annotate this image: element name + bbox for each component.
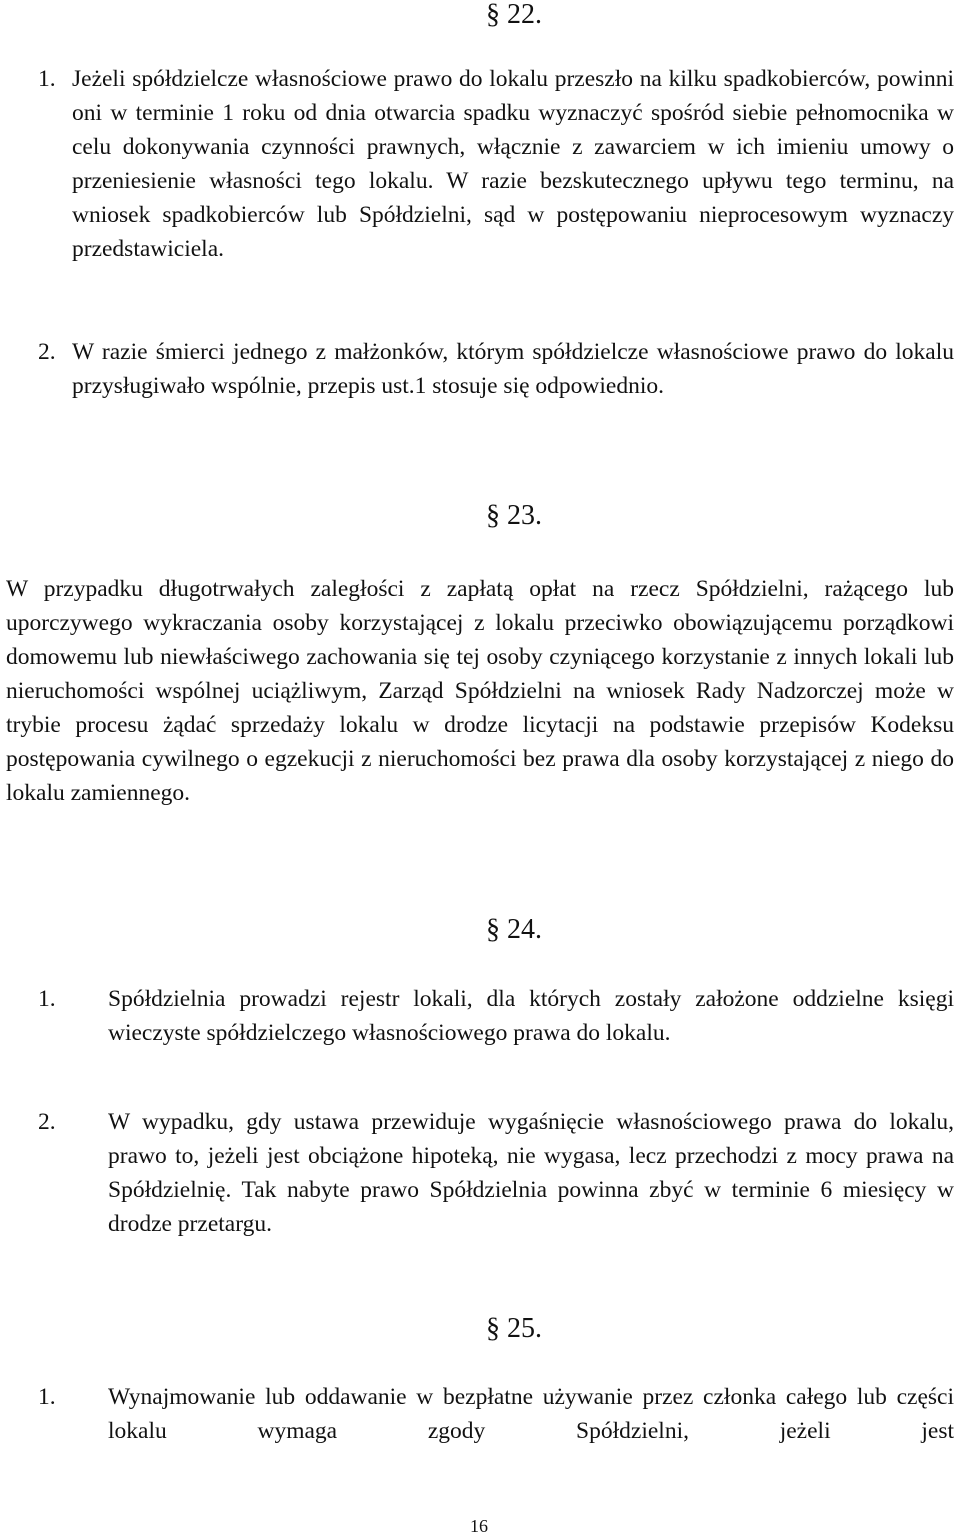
section-22-item-2-text: W razie śmierci jednego z małżonków, którym spółdzielcze własnościowe prawo do lokalu przysługiwało wspólnie, przepis ust.1 stosuje się odpowiednio. [72, 339, 954, 399]
page-number: 16 [470, 1516, 488, 1536]
section-24-item-1-text: Spółdzielnia prowadzi rejestr lokali, dla których zostały założone oddzielne księgi wieczyste spółdzielczego własnościowego prawa do lokalu. [108, 986, 954, 1046]
section-22-item-1-number: 1. [38, 66, 56, 92]
section-22-item-2-number: 2. [38, 339, 56, 365]
section-24-item-1-number: 1. [38, 986, 56, 1012]
section-25-item-1-text: Wynajmowanie lub oddawanie w bezpłatne używanie przez członka całego lub części lokalu wymaga zgody Spółdzielni, jeżeli jest [108, 1384, 954, 1444]
section-25-item-1-number: 1. [38, 1384, 56, 1410]
section-22-heading: § 22. [486, 0, 542, 30]
section-25-heading: § 25. [486, 1313, 542, 1344]
section-22-item-1-text: Jeżeli spółdzielcze własnościowe prawo do lokalu przeszło na kilku spadkobierców, powinni oni w terminie 1 roku od dnia otwarcia spadku wyznaczyć spośród siebie pełnomocnika w celu dokonywania czynności prawnych, włącznie z zawarciem w ich imieniu umowy o przeniesienie własności tego lokalu. W razie bezskutecznego upływu tego terminu, na wniosek spadkobierców lub Spółdzielni, sąd w postępowaniu nieprocesowym wyznaczy przedstawiciela. [72, 66, 954, 262]
section-23-heading: § 23. [486, 500, 542, 531]
section-23-paragraph: W przypadku długotrwałych zaległości z zapłatą opłat na rzecz Spółdzielni, rażącego lub uporczywego wykraczania osoby korzystającej z lokalu przeciwko obowiązującemu porządkowi domowemu lub niewłaściwego zachowania się tej osoby czyniącego korzystanie z innych lokali lub nieruchomości wspólnej uciążliwym, Zarząd Spółdzielni na wniosek Rady Nadzorczej może w trybie procesu żądać sprzedaży lokalu w drodze licytacji na podstawie przepisów Kodeksu postępowania cywilnego o egzekucji z nieruchomości bez prawa dla osoby korzystającej z niego do lokalu zamiennego. [6, 576, 954, 806]
section-24-heading: § 24. [486, 914, 542, 945]
section-24-item-2-text: W wypadku, gdy ustawa przewiduje wygaśnięcie własnościowego prawa do lokalu, prawo to, jeżeli jest obciążone hipoteką, nie wygasa, lecz przechodzi z mocy prawa na Spółdzielnię. Tak nabyte prawo Spółdzielnia powinna zbyć w terminie 6 miesięcy w drodze przetargu. [108, 1109, 954, 1237]
section-24-item-2-number: 2. [38, 1109, 56, 1135]
